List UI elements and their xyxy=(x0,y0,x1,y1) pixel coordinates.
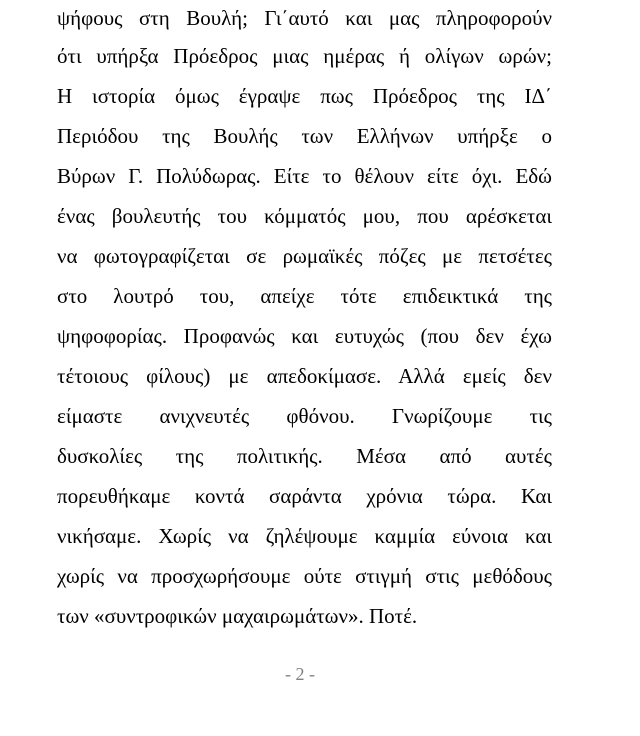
text-line: ένας βουλευτής του κόμματός μου, που αρέσκεται xyxy=(57,204,552,228)
body-text xyxy=(57,0,552,636)
text-line: να φωτογραφίζεται σε ρωμαϊκές πόζες με πετσέτες xyxy=(57,244,552,268)
text-line: ότι υπήρξα Πρόεδρος μιας ημέρας ή ολίγων ωρών; xyxy=(57,44,552,68)
text-line: νικήσαμε. Χωρίς να ζηλέψουμε καμμία εύνοια και xyxy=(57,524,552,548)
page-number: - 2 - xyxy=(285,664,315,684)
text-line: στο λουτρό του, απείχε τότε επιδεικτικά της xyxy=(57,284,552,308)
text-line: πορευθήκαμε κοντά σαράντα χρόνια τώρα. Και xyxy=(57,484,552,508)
text-line: τέτοιους φίλους) με απεδοκίμασε. Αλλά εμείς δεν xyxy=(57,364,552,388)
text-line: Η ιστορία όμως έγραψε πως Πρόεδρος της ΙΔ΄ xyxy=(57,84,552,108)
text-line: Περιόδου της Βουλής των Ελλήνων υπήρξε ο xyxy=(57,124,552,148)
text-line: ψήφους στη Βουλή; Γι΄αυτό και μας πληροφορούν xyxy=(57,6,552,30)
text-line: ψηφοφορίας. Προφανώς και ευτυχώς (που δεν έχω xyxy=(57,324,552,348)
text-line: χωρίς να προσχωρήσουμε ούτε στιγμή στις μεθόδους xyxy=(57,564,552,588)
text-line: των «συντροφικών μαχαιρωμάτων». Ποτέ. xyxy=(57,604,418,628)
text-line: είμαστε ανιχνευτές φθόνου. Γνωρίζουμε τις xyxy=(57,404,552,428)
text-line: Βύρων Γ. Πολύδωρας. Είτε το θέλουν είτε όχι. Εδώ xyxy=(57,164,552,188)
text-line: δυσκολίες της πολιτικής. Μέσα από αυτές xyxy=(57,444,552,468)
